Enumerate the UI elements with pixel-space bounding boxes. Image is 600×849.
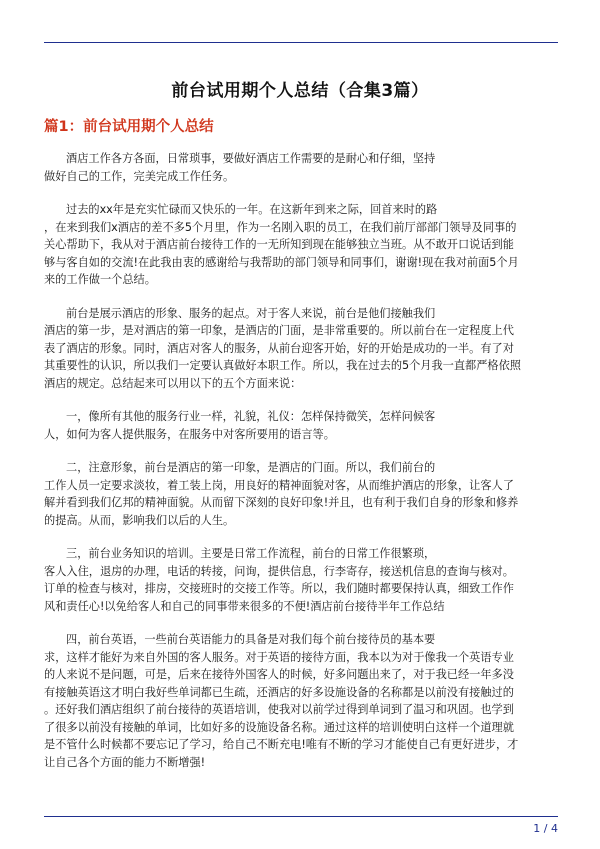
text-line: 酒店的第一步，是对酒店的第一印象，是酒店的门面，是非常重要的。所以前台在一定程度上代 xyxy=(44,324,514,337)
text-line: 一，像所有其他的服务行业一样，礼貌，礼仪：怎样保持微笑，怎样问候客 xyxy=(66,410,436,423)
text-line: 关心帮助下，我从对于酒店前台接待工作的一无所知到现在能够独立当班。从不敢开口说话到能 xyxy=(44,238,514,251)
text-line: 够与客自如的交流!在此我由衷的感谢给与我帮助的部门领导和同事们，谢谢!现在我对前面5个月 xyxy=(44,255,519,269)
text-line: 订单的检查与核对，排房，交接班时的交接工作等。所以，我们随时都要保持认真，细致工作作 xyxy=(44,582,514,595)
text-line: 客人入住，退房的办理，电话的转接，问询，提供信息，行李寄存，接送机信息的查询与核对。 xyxy=(44,564,514,578)
text-line: 其重要性的认识，所以我们一定要认真做好本职工作。所以，我在过去的5个月我一直都严格依照 xyxy=(44,359,521,372)
text-line: 求，这样才能好为来自外国的客人服务。对于英语的接待方面，我本以为对于像我一个英语专业 xyxy=(44,650,514,664)
text-line: 来的工作做一个总结。 xyxy=(44,273,156,286)
text-line: 风和责任心!以免给客人和自己的同事带来很多的不便!酒店前台接待半年工作总结 xyxy=(44,599,445,613)
text-line: 的人来说不是问题，可是，后来在接待外国客人的时候，好多问题出来了，对于我已经一年多没 xyxy=(44,668,514,681)
section-heading: 篇1：前台试用期个人总结 xyxy=(44,119,214,135)
footer-rule xyxy=(44,816,558,817)
text-line: 解并看到我们亿邦的精神面貌。从而留下深刻的良好印象!并且，也有利于我们自身的形象和修养 xyxy=(44,496,519,509)
text-line: 。还好我们酒店组织了前台接待的英语培训，使我对以前学过得到单词到了温习和巩固。也学到 xyxy=(44,703,514,716)
text-line: 是不管什么时候都不要忘记了学习，给自己不断充电!唯有不断的学习才能使自己有更好进步，才 xyxy=(44,738,519,751)
text-line: 过去的xx年是充实忙碌而又快乐的一年。在这新年到来之际，回首来时的路 xyxy=(66,203,438,216)
text-line: 表了酒店的形象。同时，酒店对客人的服务，从前台迎客开始，好的开始是成功的一半。有了对 xyxy=(44,341,514,355)
text-line: 工作人员一定要求淡妆，着工装上岗，用良好的精神面貌对客，从而维护酒店的形象，让客人了 xyxy=(44,478,514,492)
document-title: 前台试用期个人总结（合集3篇） xyxy=(171,81,429,101)
text-line: 酒店工作各方各面，日常琐事，要做好酒店工作需要的是耐心和仔细，坚持 xyxy=(66,152,436,165)
document-body xyxy=(44,150,560,787)
paragraph xyxy=(44,631,560,771)
paragraph xyxy=(44,150,560,185)
header-rule xyxy=(44,42,558,43)
paragraph xyxy=(44,459,560,529)
text-line: 的提高。从而，影响我们以后的人生。 xyxy=(44,513,235,527)
text-line: 了很多以前没有接触的单词，比如好多的设施设备名称。通过这样的培训使明白这样一个道理就 xyxy=(44,720,514,734)
text-line: 四，前台英语，一些前台英语能力的具备是对我们每个前台接待员的基本要 xyxy=(66,633,436,646)
paragraph xyxy=(44,408,560,443)
text-line: 前台是展示酒店的形象、服务的起点。对于客人来说，前台是他们接触我们 xyxy=(66,306,436,320)
paragraph xyxy=(44,305,560,393)
page-indicator: 1 / 4 xyxy=(533,822,558,835)
text-line: ，在来到我们x酒店的差不多5个月里，作为一名刚入职的员工，在我们前厅部部门领导及同事的 xyxy=(44,220,517,234)
paragraph xyxy=(44,545,560,615)
text-line: 酒店的规定。总结起来可以用以下的五个方面来说： xyxy=(44,376,302,390)
paragraph xyxy=(44,201,560,289)
text-line: 三，前台业务知识的培训。主要是日常工作流程，前台的日常工作很繁琐， xyxy=(66,547,436,560)
text-line: 有接触英语这才明白我好些单词都已生疏，还酒店的好多设施设备的名称都是以前没有接触过的 xyxy=(44,685,514,699)
text-line: 人，如何为客人提供服务，在服务中对客所要用的语言等。 xyxy=(44,427,335,441)
text-line: 二，注意形象，前台是酒店的第一印象，是酒店的门面。所以，我们前台的 xyxy=(66,461,436,474)
text-line: 做好自己的工作，完美完成工作任务。 xyxy=(44,169,235,183)
text-line: 让自己各个方面的能力不断增强! xyxy=(44,755,206,769)
